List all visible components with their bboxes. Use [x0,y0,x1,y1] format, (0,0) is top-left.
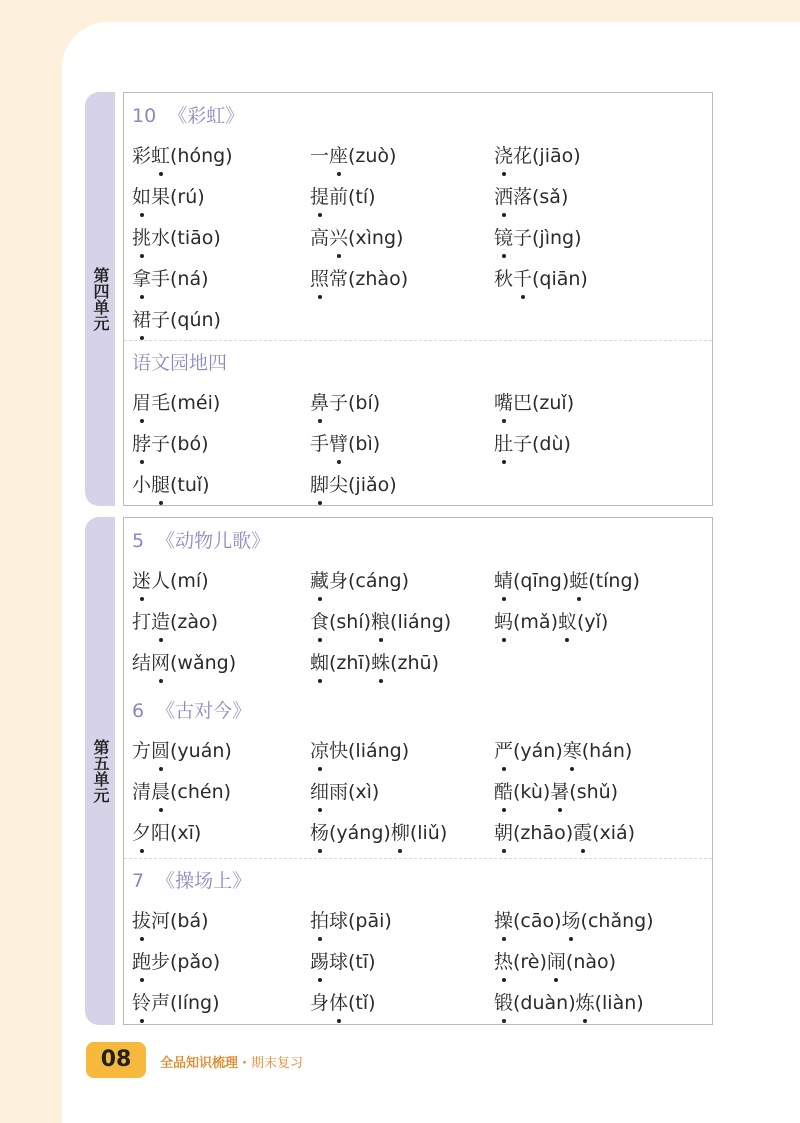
vocab-word-text: 彩虹(hóng) [132,145,233,167]
lesson-name: 《彩虹》 [168,105,245,127]
word-row [124,566,712,596]
vocab-word [310,777,379,807]
unit-content-box [123,517,713,1025]
emphasis-dot [502,172,506,176]
vocab-word [310,182,376,212]
word-row [124,736,712,766]
vocab-word [310,141,396,171]
lesson-title [132,866,251,896]
emphasis-dot [318,295,322,299]
word-row [124,607,712,637]
vocab-word [132,777,231,807]
emphasis-dot [502,937,506,941]
vocab-word-text: 嘴巴(zuǐ) [494,392,575,414]
emphasis-dot [140,978,144,982]
vocab-word [132,648,236,678]
emphasis-dot [569,937,573,941]
vocab-word [494,264,588,294]
word-row [124,648,712,678]
emphasis-dot [502,808,506,812]
vocab-word [132,470,210,500]
vocab-word [132,264,209,294]
word-row [124,388,712,418]
word-row [124,305,712,335]
emphasis-dot [159,172,163,176]
vocab-word [132,223,221,253]
vocab-word [494,429,571,459]
vocab-word [310,470,397,500]
vocab-word [132,988,220,1018]
emphasis-dot [318,597,322,601]
emphasis-dot [502,254,506,258]
lesson-name: 《动物儿歌》 [156,530,271,552]
word-row [124,470,712,500]
emphasis-dot [318,679,322,683]
vocab-word-text: 铃声(líng) [132,992,220,1014]
lesson-name: 语文园地四 [132,352,228,374]
vocab-word [494,141,581,171]
vocab-word-text: 打造(zào) [132,611,219,633]
vocab-word-text: 拍球(pāi) [310,910,392,932]
vocab-word-text: 锻(duàn)炼(liàn) [494,992,644,1014]
lesson-number: 7 [132,870,145,892]
emphasis-dot [140,937,144,941]
vocab-word-text: 蜘(zhī)蛛(zhū) [310,652,440,674]
vocab-word [494,388,574,418]
lesson-title [132,696,251,726]
vocab-word-text: 小腿(tuǐ) [132,474,210,496]
vocab-word [310,736,409,766]
emphasis-dot [502,638,506,642]
emphasis-dot [318,501,322,505]
lesson-title [132,101,244,131]
emphasis-dot [140,597,144,601]
unit-4-section [85,92,715,506]
emphasis-dot [318,767,322,771]
vocab-word-text: 高兴(xìng) [310,227,404,249]
vocab-word [310,818,447,848]
word-row [124,818,712,848]
emphasis-dot [554,978,558,982]
emphasis-dot [337,254,341,258]
vocab-word [132,947,220,977]
vocab-word [310,388,380,418]
emphasis-dot [140,460,144,464]
emphasis-dot [502,978,506,982]
vocab-word [310,988,376,1018]
emphasis-dot [159,501,163,505]
emphasis-dot [159,767,163,771]
emphasis-dot [581,849,585,853]
emphasis-dot [337,460,341,464]
vocab-word [494,566,640,596]
unit-label: 第四单元 [91,267,110,331]
emphasis-dot [583,1019,587,1023]
vocab-word-text: 一座(zuò) [310,145,397,167]
lesson-number: 6 [132,700,145,722]
word-row [124,264,712,294]
vocab-word-text: 迷人(mí) [132,570,209,592]
vocab-word-text: 细雨(xì) [310,781,380,803]
vocab-word [132,388,220,418]
section-name: 期末复习 [250,1056,303,1071]
vocab-word-text: 杨(yáng)柳(liǔ) [310,822,448,844]
vocab-word-text: 浇花(jiāo) [494,145,581,167]
emphasis-dot [159,638,163,642]
vocab-word [494,988,644,1018]
vocab-word [132,141,233,171]
emphasis-dot [502,767,506,771]
vocab-word-text: 眉毛(méi) [132,392,221,414]
emphasis-dot [159,679,163,683]
vocab-word [494,736,632,766]
vocab-word-text: 结网(wǎng) [132,652,237,674]
vocab-word-text: 鼻子(bí) [310,392,381,414]
emphasis-dot [318,937,322,941]
emphasis-dot [558,808,562,812]
vocab-word-text: 拔河(bá) [132,910,209,932]
vocab-word-text: 朝(zhāo)霞(xiá) [494,822,636,844]
emphasis-dot [159,808,163,812]
vocab-word [310,264,408,294]
emphasis-dot [140,1019,144,1023]
vocab-word-text: 拿手(ná) [132,268,209,290]
emphasis-dot [140,419,144,423]
emphasis-dot [318,978,322,982]
vocab-word-text: 操(cāo)场(chǎng) [494,910,654,932]
vocab-word-text: 酷(kù)暑(shǔ) [494,781,619,803]
word-row [124,141,712,171]
emphasis-dot [577,597,581,601]
vocab-word-text: 脖子(bó) [132,433,209,455]
vocab-word-text: 脚尖(jiǎo) [310,474,397,496]
lesson-name: 《古对今》 [156,700,252,722]
vocab-word-text: 手臂(bì) [310,433,381,455]
vocab-word-text: 如果(rú) [132,186,205,208]
vocab-word-text: 身体(tǐ) [310,992,376,1014]
vocab-word-text: 踢球(tī) [310,951,376,973]
vocab-word-text: 挑水(tiāo) [132,227,221,249]
section-divider [124,858,712,859]
emphasis-dot [318,808,322,812]
vocab-word [132,566,209,596]
emphasis-dot [502,1019,506,1023]
emphasis-dot [502,460,506,464]
footer-separator: · [242,1056,247,1071]
vocab-word [132,429,209,459]
emphasis-dot [502,597,506,601]
emphasis-dot [337,172,341,176]
vocab-word [132,736,232,766]
emphasis-dot [521,295,525,299]
word-row [124,223,712,253]
vocab-word-text: 凉快(liáng) [310,740,410,762]
emphasis-dot [502,419,506,423]
vocab-word-text: 热(rè)闹(nào) [494,951,617,973]
word-row [124,777,712,807]
word-row [124,182,712,212]
vocab-word-text: 洒落(sǎ) [494,186,569,208]
emphasis-dot [502,849,506,853]
unit-content-box [123,92,713,506]
vocab-word-text: 照常(zhào) [310,268,409,290]
vocab-word [494,223,582,253]
vocab-word-text: 方圆(yuán) [132,740,232,762]
vocab-word [494,906,654,936]
vocab-word-text: 秋千(qiān) [494,268,588,290]
vocab-word [310,947,376,977]
vocab-word-text: 蜻(qīng)蜓(tíng) [494,570,640,592]
vocab-word [494,947,616,977]
vocab-word-text: 夕阳(xī) [132,822,202,844]
book-title: 全品知识梳理 [160,1056,239,1071]
vocab-word-text: 清晨(chén) [132,781,232,803]
emphasis-dot [570,767,574,771]
unit-tab [85,517,115,1025]
vocab-word [310,566,409,596]
emphasis-dot [565,638,569,642]
emphasis-dot [379,679,383,683]
emphasis-dot [140,295,144,299]
vocab-word [132,607,218,637]
emphasis-dot [140,254,144,258]
vocab-word-text: 严(yán)寒(hán) [494,740,633,762]
emphasis-dot [318,638,322,642]
vocab-word [494,607,608,637]
vocab-word [494,182,568,212]
lesson-title [132,348,227,378]
vocab-word [132,906,209,936]
vocab-word [132,305,221,335]
vocab-word-text: 跑步(pǎo) [132,951,221,973]
page-number: 08 [86,1042,146,1078]
vocab-word-text: 藏身(cáng) [310,570,410,592]
vocab-word [310,906,392,936]
vocab-word [310,429,380,459]
word-row [124,906,712,936]
emphasis-dot [140,849,144,853]
vocab-word-text: 食(shí)粮(liáng) [310,611,452,633]
vocab-word-text: 肚子(dù) [494,433,571,455]
vocab-word [310,648,439,678]
emphasis-dot [502,213,506,217]
emphasis-dot [318,849,322,853]
vocab-word-text: 镜子(jìng) [494,227,582,249]
emphasis-dot [398,849,402,853]
vocab-word-text: 蚂(mǎ)蚁(yǐ) [494,611,609,633]
lesson-title [132,526,270,556]
emphasis-dot [379,638,383,642]
emphasis-dot [337,1019,341,1023]
section-divider [124,340,712,341]
vocab-word [310,223,403,253]
unit-tab [85,92,115,506]
vocab-word [132,182,205,212]
word-row [124,429,712,459]
emphasis-dot [318,419,322,423]
lesson-name: 《操场上》 [156,870,252,892]
word-row [124,947,712,977]
vocab-word [494,818,635,848]
lesson-number: 10 [132,105,157,127]
vocab-word-text: 裙子(qún) [132,309,221,331]
vocab-word [310,607,451,637]
unit-5-section [85,517,715,1025]
vocab-word [494,777,618,807]
vocab-word-text: 提前(tí) [310,186,376,208]
emphasis-dot [140,213,144,217]
unit-label: 第五单元 [91,739,110,803]
lesson-number: 5 [132,530,145,552]
word-row [124,988,712,1018]
footer-caption [160,1052,303,1071]
vocab-word [132,818,201,848]
emphasis-dot [318,213,322,217]
